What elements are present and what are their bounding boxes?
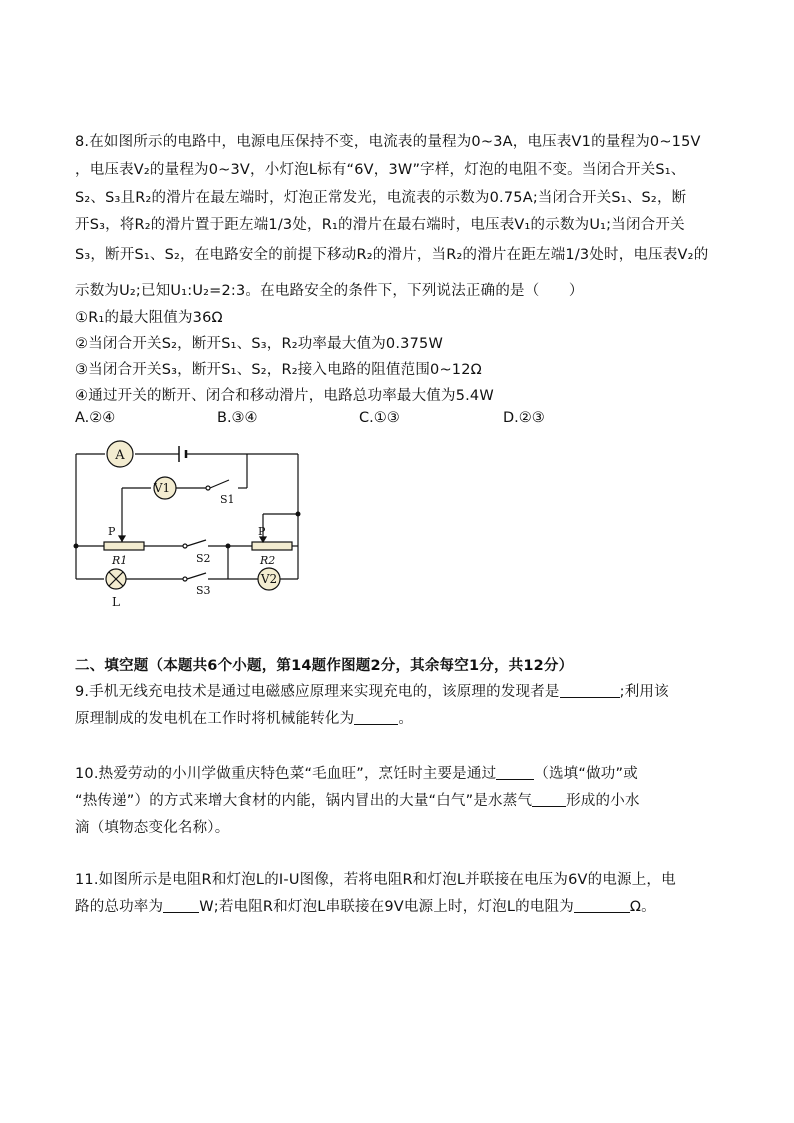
- option-c: C.①③: [359, 410, 400, 426]
- ammeter-label: A: [115, 448, 125, 463]
- q8-line-3: S₂、S₃且R₂的滑片在最左端时，灯泡正常发光，电流表的示数为0.75A;当闭合开关S₁、S₂，断: [75, 190, 687, 206]
- q8-statement-4: ④通过开关的断开、闭合和移动滑片，电路总功率最大值为5.4W: [75, 388, 494, 404]
- q10-blank-2[interactable]: [532, 792, 566, 807]
- q9-text-1: 9.手机无线充电技术是通过电磁感应原理来实现充电的，该原理的发现者是: [75, 684, 560, 700]
- r1-label: R1: [112, 554, 128, 567]
- q8-statement-1: ①R₁的最大阻值为36Ω: [75, 310, 223, 326]
- s3-label: S3: [196, 584, 211, 597]
- q11-text-2: W;若电阻R和灯泡L串联接在9V电源上时，灯泡L的电阻为: [199, 899, 574, 915]
- q9-line-1: [75, 680, 669, 701]
- q10-text-3: “热传递”）的方式来增大食材的内能，锅内冒出的大量“白气”是水蒸气: [75, 793, 533, 809]
- r2-label: R2: [260, 554, 276, 567]
- v1-label: V1: [153, 481, 171, 495]
- q9-blank-1[interactable]: [560, 683, 620, 698]
- lamp-symbol: [106, 569, 126, 589]
- q11-line-2: [75, 895, 656, 916]
- q8-statement-3: ③当闭合开关S₃，断开S₁、S₂，R₂接入电路的阻值范围0~12Ω: [75, 362, 482, 378]
- q10-text-2: （选填“做功”或: [534, 766, 638, 782]
- option-a: A.②④: [75, 410, 116, 426]
- q9-blank-2[interactable]: [354, 710, 398, 725]
- circuit-diagram: [68, 440, 308, 618]
- q10-text-1: 10.热爱劳动的小川学做重庆特色菜“毛血旺”，烹饪时主要是通过: [75, 766, 497, 782]
- q9-text-2: ;利用该: [619, 684, 669, 700]
- q9-text-3: 原理制成的发电机在工作时将机械能转化为: [75, 711, 355, 727]
- q8-line-6: 示数为U₂;已知U₁:U₂=2:3。在电路安全的条件下，下列说法正确的是（ ）: [75, 283, 584, 299]
- q11-blank-1[interactable]: [163, 898, 199, 913]
- lamp-label: L: [112, 595, 120, 609]
- resistor-r2: [252, 542, 292, 550]
- s2-label: S2: [196, 552, 211, 565]
- q8-line-2: ，电压表V₂的量程为0~3V，小灯泡L标有“6V，3W”字样，灯泡的电阻不变。当闭合开关S₁、: [75, 162, 686, 178]
- q8-line-5: S₃，断开S₁、S₂，在电路安全的前提下移动R₂的滑片，当R₂的滑片在距左端1/3处时，电压表V₂的: [75, 247, 709, 263]
- q9-line-2: [75, 707, 413, 728]
- q9-text-4: 。: [398, 711, 414, 727]
- option-b: B.③④: [217, 410, 258, 426]
- section-heading: 二、填空题（本题共6个小题，第14题作图题2分，其余每空1分，共12分）: [75, 658, 574, 674]
- q10-line-2: [75, 789, 640, 810]
- q11-blank-2[interactable]: [574, 898, 630, 913]
- v2-label: V2: [260, 572, 278, 586]
- q10-blank-1[interactable]: [496, 765, 534, 780]
- q10-text-4: 形成的小水: [566, 793, 640, 809]
- r1-slider-label: P: [108, 525, 116, 538]
- q10-line-3: 滴（填物态变化名称）。: [75, 820, 230, 836]
- r2-slider-label: P: [258, 525, 266, 538]
- q10-line-1: [75, 762, 638, 783]
- s1-label: S1: [220, 493, 235, 506]
- q8-statement-2: ②当闭合开关S₂，断开S₁、S₃，R₂功率最大值为0.375W: [75, 336, 443, 352]
- q11-line-1: 11.如图所示是电阻R和灯泡L的I-U图像，若将电阻R和灯泡L并联接在电压为6V的电源上，电: [75, 872, 676, 888]
- resistor-r1: [104, 542, 144, 550]
- q8-line-4: 开S₃，将R₂的滑片置于距左端1/3处，R₁的滑片在最右端时，电压表V₁的示数为U₁;当闭合开关: [75, 217, 685, 233]
- q8-line-1: 8.在如图所示的电路中，电源电压保持不变，电流表的量程为0~3A，电压表V1的量程为0~15V: [75, 134, 701, 150]
- option-d: D.②③: [503, 410, 545, 426]
- q11-text-1: 路的总功率为: [75, 899, 164, 915]
- q11-text-3: Ω。: [629, 899, 656, 915]
